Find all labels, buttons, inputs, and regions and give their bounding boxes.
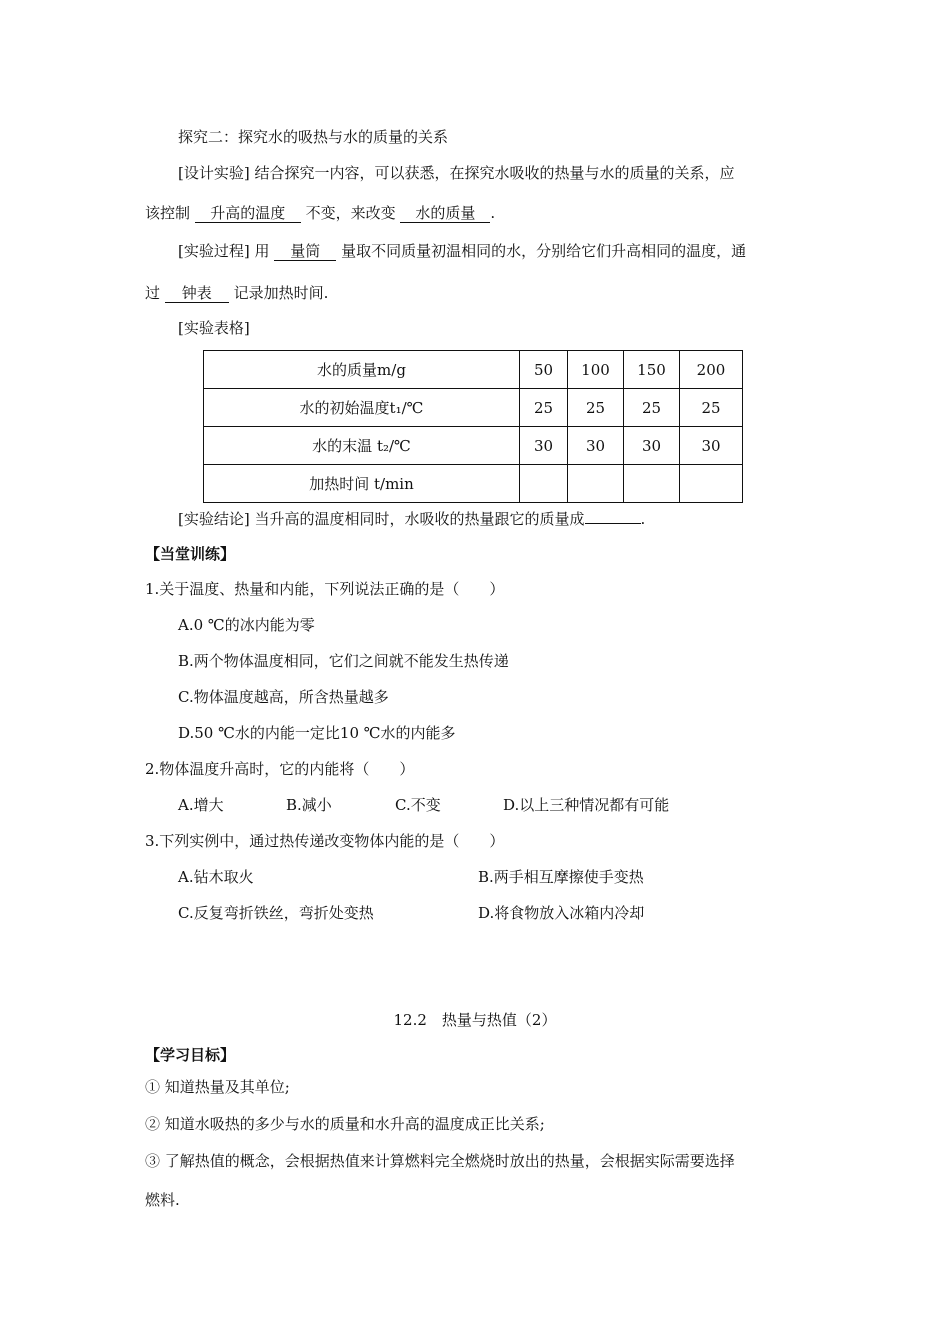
table-row <box>204 351 743 389</box>
process-paragraph-line2 <box>145 283 328 303</box>
q3-option-d: D.将食物放入冰箱内冷却 <box>478 904 645 922</box>
q3-stem: 3.下列实例中，通过热传递改变物体内能的是（ ） <box>145 832 505 850</box>
q3-option-b: B.两手相互摩擦使手变热 <box>478 868 644 886</box>
table-row <box>204 389 743 427</box>
cell-value: 150 <box>624 351 680 389</box>
training-header: 【当堂训练】 <box>145 545 236 563</box>
design-label: [设计实验] <box>178 164 250 182</box>
design-paragraph-line1 <box>178 163 735 183</box>
cell-value: 30 <box>520 427 568 465</box>
q1-option-c: C.物体温度越高，所含热量越多 <box>178 688 389 706</box>
design-text-2: 该控制 <box>145 204 191 222</box>
cell-value: 50 <box>520 351 568 389</box>
design-text-3: 不变，来改变 <box>305 204 396 222</box>
q2-stem: 2.物体温度升高时，它的内能将（ ） <box>145 760 415 778</box>
cell-value: 25 <box>568 389 624 427</box>
process-text-4: 记录加热时间. <box>233 284 329 302</box>
row-label: 水的末温 t₂/℃ <box>204 427 520 465</box>
row-label: 水的质量m/g <box>204 351 520 389</box>
cell-value: 30 <box>680 427 743 465</box>
q1-option-a: A.0 ℃的冰内能为零 <box>178 616 315 634</box>
process-paragraph-line1 <box>178 241 746 261</box>
cell-value: 30 <box>568 427 624 465</box>
q3-option-a: A.钻木取火 <box>178 868 254 886</box>
cell-value: 25 <box>520 389 568 427</box>
goal-item-3-continued: 燃料. <box>145 1191 180 1209</box>
table-row <box>204 465 743 503</box>
conclusion-label: [实验结论] <box>178 510 250 528</box>
q1-option-b: B.两个物体温度相同，它们之间就不能发生热传递 <box>178 652 509 670</box>
cell-blank <box>680 465 743 503</box>
conclusion-line <box>178 509 645 529</box>
design-paragraph-line2 <box>145 203 495 223</box>
goals-header: 【学习目标】 <box>145 1046 236 1064</box>
cell-blank <box>624 465 680 503</box>
goal-item-2: ② 知道水吸热的多少与水的质量和水升高的温度成正比关系; <box>145 1115 545 1133</box>
conclusion-blank <box>585 509 641 524</box>
process-answer-1: 量筒 <box>274 242 336 261</box>
q2-option-a: A.增大 <box>178 796 224 814</box>
cell-value: 200 <box>680 351 743 389</box>
goal-item-3: ③ 了解热值的概念，会根据热值来计算燃料完全燃烧时放出的热量，会根据实际需要选择 <box>145 1152 735 1170</box>
process-text-3: 过 <box>145 284 161 302</box>
row-label: 加热时间 t/min <box>204 465 520 503</box>
design-text-1: 结合探究一内容，可以获悉，在探究水吸收的热量与水的质量的关系，应 <box>254 164 735 182</box>
conclusion-end: . <box>640 510 646 528</box>
q3-option-c: C.反复弯折铁丝，弯折处变热 <box>178 904 374 922</box>
row-label: 水的初始温度t₁/℃ <box>204 389 520 427</box>
cell-blank <box>520 465 568 503</box>
cell-value: 30 <box>624 427 680 465</box>
process-text-2: 量取不同质量初温相同的水，分别给它们升高相同的温度，通 <box>341 242 747 260</box>
q1-option-d: D.50 ℃水的内能一定比10 ℃水的内能多 <box>178 724 456 742</box>
cell-blank <box>568 465 624 503</box>
cell-value: 25 <box>680 389 743 427</box>
process-label: [实验过程] <box>178 242 250 260</box>
experiment-table <box>203 350 743 503</box>
table-label: [实验表格] <box>178 319 250 337</box>
section-title: 探究二：探究水的吸热与水的质量的关系 <box>178 128 449 146</box>
q2-option-d: D.以上三种情况都有可能 <box>503 796 670 814</box>
table-row <box>204 427 743 465</box>
goal-item-1: ① 知道热量及其单位; <box>145 1078 290 1096</box>
q2-option-b: B.减小 <box>286 796 332 814</box>
design-text-4: . <box>490 204 496 222</box>
design-answer-2: 水的质量 <box>400 204 490 223</box>
cell-value: 100 <box>568 351 624 389</box>
process-answer-2: 钟表 <box>165 284 229 303</box>
q1-stem: 1.关于温度、热量和内能，下列说法正确的是（ ） <box>145 580 505 598</box>
q2-option-c: C.不变 <box>395 796 441 814</box>
process-text-1: 用 <box>254 242 270 260</box>
design-answer-1: 升高的温度 <box>195 204 301 223</box>
conclusion-text: 当升高的温度相同时，水吸收的热量跟它的质量成 <box>254 510 585 528</box>
cell-value: 25 <box>624 389 680 427</box>
chapter-title: 12.2 热量与热值（2） <box>393 1011 557 1029</box>
